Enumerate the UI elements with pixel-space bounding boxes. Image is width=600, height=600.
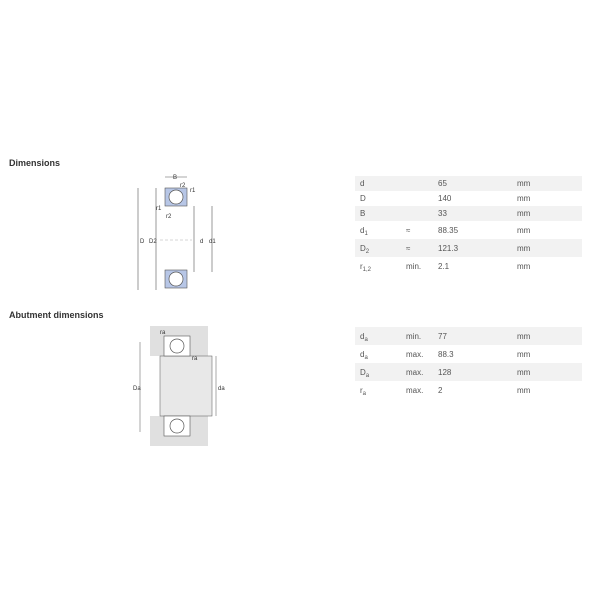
spec-unit: mm bbox=[517, 194, 531, 203]
spec-unit: mm bbox=[517, 367, 531, 377]
spec-qualifier bbox=[401, 206, 433, 221]
abutment-diagram bbox=[130, 322, 230, 452]
spec-unit: mm bbox=[517, 225, 531, 235]
label-da: da bbox=[218, 386, 225, 392]
spec-qualifier bbox=[401, 191, 433, 206]
spec-qualifier: ≈ bbox=[406, 243, 411, 253]
spec-value: 33 bbox=[438, 209, 447, 218]
spec-unit: mm bbox=[517, 385, 531, 395]
spec-symbol: $r_{1,2}$ bbox=[360, 261, 372, 273]
label-d1: d1 bbox=[209, 239, 216, 245]
spec-unit: mm bbox=[517, 261, 531, 271]
spec-value: 88.35 bbox=[438, 225, 459, 235]
spec-qualifier: max. bbox=[406, 367, 424, 377]
spec-symbol: $d_1$ bbox=[360, 225, 368, 237]
dimensions-table bbox=[355, 176, 582, 275]
spec-symbol: B bbox=[360, 209, 366, 218]
label-ra-inner: ra bbox=[192, 356, 198, 362]
spec-row bbox=[355, 206, 582, 221]
spec-value: 2 bbox=[438, 385, 443, 395]
bearing-dimensions-diagram bbox=[130, 170, 230, 295]
spec-unit: mm bbox=[517, 243, 531, 253]
spec-qualifier: max. bbox=[406, 385, 424, 395]
spec-row bbox=[355, 257, 582, 275]
spec-qualifier: min. bbox=[406, 261, 422, 271]
spec-symbol: $D_2$ bbox=[360, 243, 370, 255]
spec-value: 65 bbox=[438, 179, 447, 188]
spec-row bbox=[355, 221, 582, 239]
label-Da: Da bbox=[133, 386, 141, 392]
spec-value: 77 bbox=[438, 331, 447, 341]
spec-value: 140 bbox=[438, 194, 452, 203]
spec-qualifier: min. bbox=[406, 331, 422, 341]
spec-row bbox=[355, 345, 582, 363]
spec-row bbox=[355, 176, 582, 191]
dimensions-title: Dimensions bbox=[9, 158, 61, 168]
label-r2-left: r2 bbox=[166, 214, 172, 220]
spec-symbol: $D_a$ bbox=[360, 367, 370, 379]
label-r1-left: r1 bbox=[156, 206, 162, 212]
spec-value: 128 bbox=[438, 367, 452, 377]
spec-row bbox=[355, 191, 582, 206]
label-r2-top: r2 bbox=[180, 183, 186, 189]
spec-unit: mm bbox=[517, 179, 531, 188]
spec-value: 88.3 bbox=[438, 349, 454, 359]
spec-symbol: $r_a$ bbox=[360, 385, 367, 397]
label-D2: D2 bbox=[149, 239, 157, 245]
spec-row bbox=[355, 363, 582, 381]
spec-unit: mm bbox=[517, 349, 531, 359]
spec-qualifier: max. bbox=[406, 349, 424, 359]
label-d: d bbox=[200, 239, 204, 245]
abutment-table bbox=[355, 327, 582, 399]
spec-unit: mm bbox=[517, 331, 531, 341]
spec-qualifier bbox=[401, 176, 433, 191]
abutment-dimensions-title: Abutment dimensions bbox=[9, 310, 104, 320]
spec-row bbox=[355, 327, 582, 345]
spec-value: 121.3 bbox=[438, 243, 459, 253]
label-D: D bbox=[140, 239, 145, 245]
spec-symbol: D bbox=[360, 194, 366, 203]
spec-qualifier: ≈ bbox=[406, 225, 411, 235]
spec-row bbox=[355, 239, 582, 257]
spec-symbol: d bbox=[360, 179, 365, 188]
spec-unit: mm bbox=[517, 209, 531, 218]
label-ra-top: ra bbox=[160, 330, 166, 336]
spec-value: 2.1 bbox=[438, 261, 450, 271]
spec-symbol: $d_a$ bbox=[360, 349, 368, 361]
spec-symbol: $d_a$ bbox=[360, 331, 368, 343]
spec-row bbox=[355, 381, 582, 399]
label-B: B bbox=[173, 175, 178, 181]
label-r1-top: r1 bbox=[190, 188, 196, 194]
